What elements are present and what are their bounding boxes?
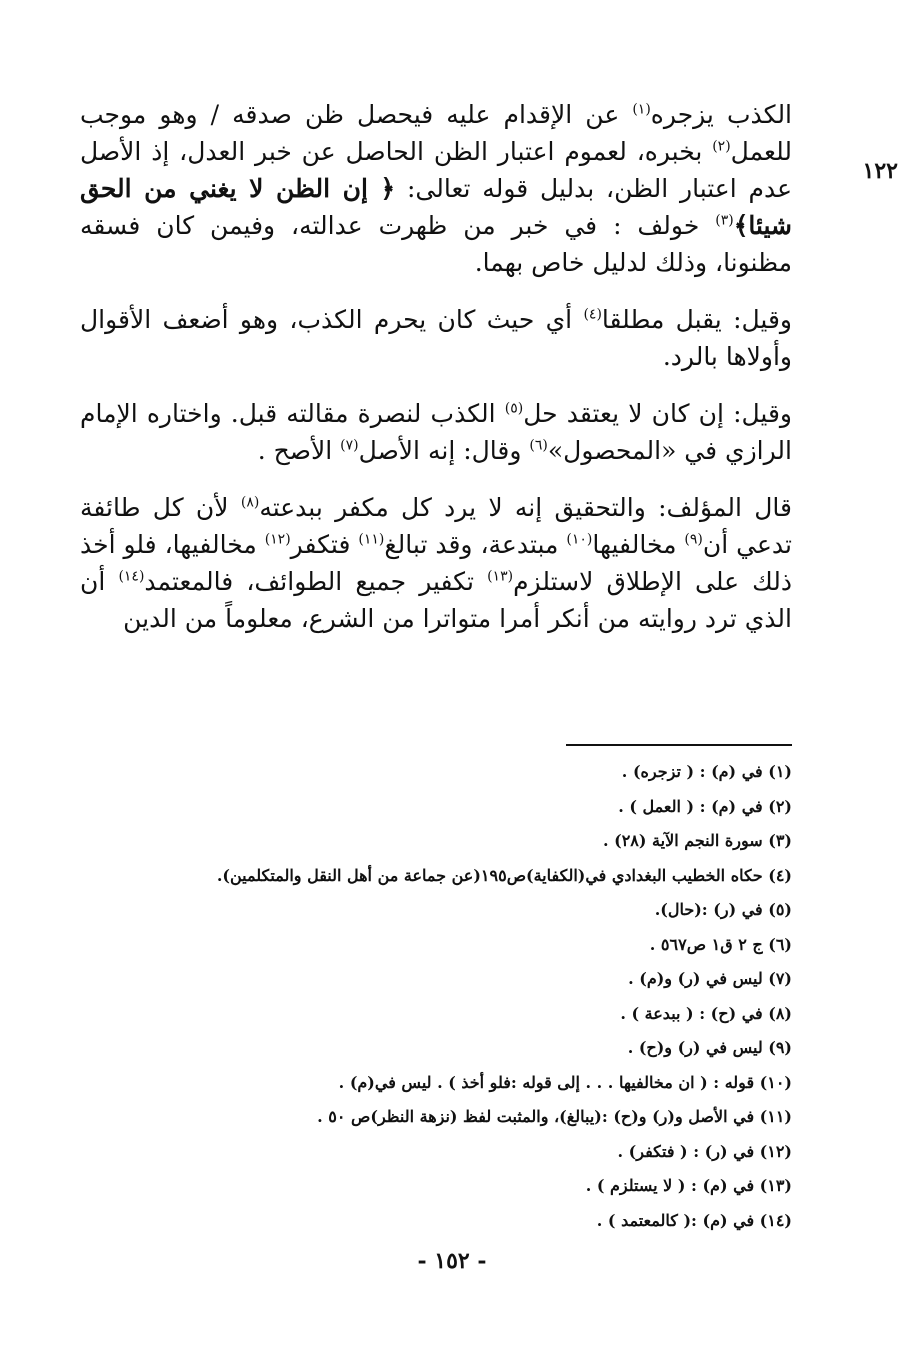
text-segment: خولف : في خبر من ظهرت عدالته، وفيمن كان فسقه مظنونا، وذلك لدليل خاص بهما. <box>80 211 792 277</box>
footnote-ref-11: (١١) <box>358 531 385 548</box>
footnote-ref-12: (١٢) <box>264 531 291 548</box>
text-segment: أي حيث كان يحرم الكذب، وهو أضعف الأقوال وأولاها بالرد. <box>80 305 792 371</box>
text-segment: قال المؤلف: والتحقيق إنه لا يرد كل مكفر ببدعته <box>259 493 792 522</box>
text-segment: فتكفر <box>290 530 359 559</box>
footnotes-list <box>180 757 792 1240</box>
text-segment: مخالفيها <box>592 530 685 559</box>
text-segment: الكذب يزجره <box>650 100 793 129</box>
paragraph-4 <box>80 489 792 637</box>
footnote-8: (٨) في (ح) : ( ببدعة ) . <box>620 1003 792 1023</box>
footnote-12: (١٢) في (ر) : ( فتكفر) . <box>617 1141 792 1161</box>
text-segment: تكفير جميع الطوائف، فالمعتمد <box>144 567 488 596</box>
text-segment: لأن كل طائفة تدعي أن <box>80 493 792 559</box>
footnote-13: (١٣) في (م) : ( لا يستلزم ) . <box>585 1176 792 1195</box>
text-segment: بخبره، لعموم اعتبار الظن الحاصل عن خبر العدل، إذ الأصل عدم اعتبار الظن، بدليل قوله تعالى: <box>80 137 792 203</box>
footnote-ref-4: (٤) <box>583 306 602 323</box>
footnote-ref-3: (٣) <box>715 212 734 229</box>
footnote-separator <box>566 744 792 746</box>
footnote-6: (٦) ج ٢ ق١ ص٥٦٧ . <box>649 934 792 954</box>
footnote-ref-2: (٢) <box>712 138 731 155</box>
footnote-1: (١) في (م) : ( تزجره) . <box>621 762 792 781</box>
quran-quote: ﴿ إن الظن لا يغني من الحق شيئا﴾ <box>80 174 792 240</box>
footnote-7: (٧) ليس في (ر) و(م) . <box>628 969 792 988</box>
text-segment: الكذب لنصرة مقالته قبل. واختاره الإمام الرازي في «المحصول» <box>80 399 792 465</box>
page-number: - ١٥٢ - <box>417 1248 487 1274</box>
text-segment: مبتدعة، وقد تبالغ <box>384 530 567 559</box>
margin-page-reference: ١٢٢ <box>862 158 898 184</box>
text-segment: أن الذي ترد روايته من أنكر أمرا متواترا من الشرع، معلوماً من الدين <box>80 567 792 633</box>
footnote-ref-8: (٨) <box>240 494 260 511</box>
text-segment: وقال: إنه الأصل <box>358 436 530 465</box>
paragraph-2 <box>80 301 792 375</box>
footnote-2: (٢) في (م) : ( العمل ) . <box>618 796 792 816</box>
main-text <box>80 96 792 657</box>
footnote-ref-1: (١) <box>632 101 651 118</box>
text-segment: مخالفيها، فلو أخذ ذلك على الإطلاق لاستلزم <box>80 530 792 596</box>
text-segment: وقيل: يقبل مطلقا <box>601 305 792 334</box>
footnote-ref-5: (٥) <box>504 400 524 417</box>
footnote-10: (١٠) قوله : ( ان مخالفيها . . . إلى قوله :فلو أخذ ) . ليس في(م) . <box>338 1072 792 1092</box>
footnote-9: (٩) ليس في (ر) و(ح) . <box>627 1038 792 1057</box>
footnote-ref-10: (١٠) <box>566 531 593 548</box>
footnote-ref-14: (١٤) <box>118 568 145 585</box>
text-segment: الأصح . <box>257 436 341 465</box>
footnote-ref-13: (١٣) <box>487 568 514 585</box>
text-segment: وقيل: إن كان لا يعتقد حل <box>523 399 792 428</box>
footnote-ref-9: (٩) <box>684 531 703 548</box>
footnote-11: (١١) في الأصل و(ر) و(ح) :(يبالغ)، والمثبت لفظ (نزهة النظر)ص ٥٠ . <box>317 1107 792 1126</box>
footnote-ref-6: (٦) <box>529 437 548 454</box>
footnote-14: (١٤) في (م) :( كالمعتمد ) . <box>596 1210 792 1230</box>
footnote-4: (٤) حكاه الخطيب البغدادي في(الكفاية)ص١٩٥(عن جماعة من أهل النقل والمتكلمين). <box>216 865 792 885</box>
footnote-ref-7: (٧) <box>340 437 359 454</box>
paragraph-3 <box>80 395 792 469</box>
footnote-5: (٥) في (ر) :(حال). <box>654 900 792 919</box>
footnote-3: (٣) سورة النجم الآية (٢٨) . <box>602 831 792 850</box>
paragraph-1 <box>80 96 792 281</box>
text-segment: عن الإقدام عليه فيحصل ظن صدقه / وهو موجب للعمل <box>80 100 792 166</box>
